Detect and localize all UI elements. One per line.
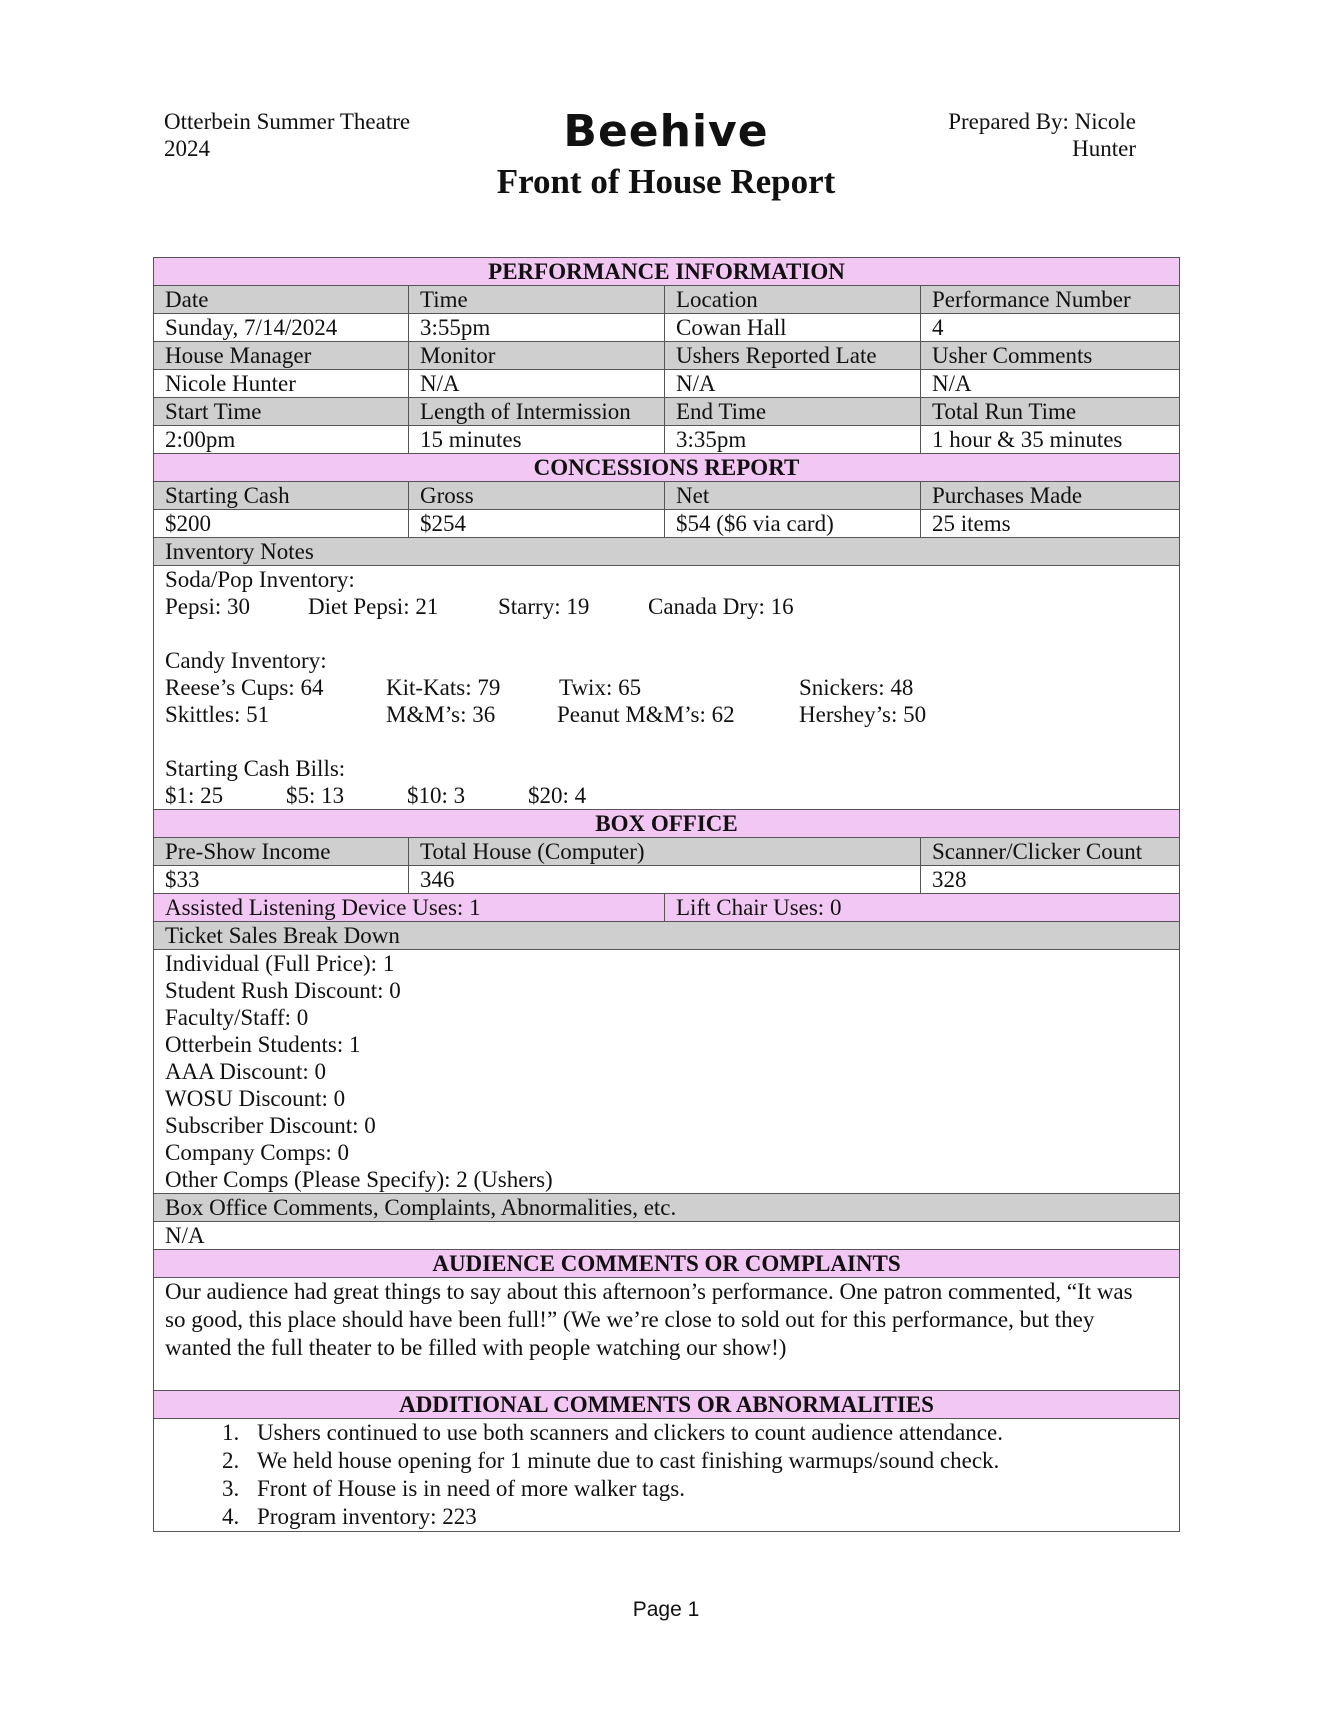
inventory-notes <box>154 566 1180 810</box>
cash-heading: Starting Cash Bills: <box>165 756 346 781</box>
box-office-section-title: BOX OFFICE <box>154 810 1180 838</box>
soda-item: Canada Dry: 16 <box>648 594 794 619</box>
prepared-by-line-1: Prepared By: Nicole <box>948 109 1136 134</box>
ticket-line: Company Comps: 0 <box>165 1140 350 1165</box>
monitor-value: N/A <box>409 370 665 398</box>
date-value: Sunday, 7/14/2024 <box>154 314 409 342</box>
net-value: $54 ($6 via card) <box>665 510 921 538</box>
prepared-by-line-2: Hunter <box>1072 136 1136 161</box>
performance-number-value: 4 <box>921 314 1180 342</box>
purchases-value: 25 items <box>921 510 1180 538</box>
cash-row <box>165 782 1179 809</box>
organization-line-2: 2024 <box>164 136 210 161</box>
candy-item: Snickers: 48 <box>799 675 914 700</box>
total-house-value: 346 <box>409 866 921 894</box>
ticket-line: Individual (Full Price): 1 <box>165 951 395 976</box>
intermission-label: Length of Intermission <box>409 398 665 426</box>
net-label: Net <box>665 482 921 510</box>
audience-section-title: AUDIENCE COMMENTS OR COMPLAINTS <box>154 1250 1180 1278</box>
start-time-value: 2:00pm <box>154 426 409 454</box>
time-label: Time <box>409 286 665 314</box>
box-office-comments-value: N/A <box>154 1222 1180 1250</box>
candy-item: Reese’s Cups: 64 <box>165 675 324 700</box>
cash-item: $1: 25 <box>165 783 224 808</box>
prepared-by <box>876 108 1136 162</box>
ticket-line: Subscriber Discount: 0 <box>165 1113 376 1138</box>
starting-cash-label: Starting Cash <box>154 482 409 510</box>
cash-item: $10: 3 <box>407 783 466 808</box>
pre-show-income-value: $33 <box>154 866 409 894</box>
monitor-label: Monitor <box>409 342 665 370</box>
run-time-value: 1 hour & 35 minutes <box>921 426 1180 454</box>
ticket-breakdown-label: Ticket Sales Break Down <box>154 922 1180 950</box>
soda-item: Starry: 19 <box>498 594 590 619</box>
list-item: 4. Program inventory: 223 <box>245 1503 1179 1531</box>
candy-row <box>165 701 1179 728</box>
performance-number-label: Performance Number <box>921 286 1180 314</box>
house-manager-value: Nicole Hunter <box>154 370 409 398</box>
date-label: Date <box>154 286 409 314</box>
purchases-label: Purchases Made <box>921 482 1180 510</box>
ticket-line: AAA Discount: 0 <box>165 1059 326 1084</box>
page-number: Page 1 <box>632 1598 700 1621</box>
list-item: 1. Ushers continued to use both scanners and clickers to count audience attendance. <box>245 1419 1179 1447</box>
candy-heading: Candy Inventory: <box>165 648 327 673</box>
ticket-line: Faculty/Staff: 0 <box>165 1005 309 1030</box>
ticket-line: WOSU Discount: 0 <box>165 1086 346 1111</box>
end-time-label: End Time <box>665 398 921 426</box>
assisted-listening-uses: Assisted Listening Device Uses: 1 <box>154 894 665 922</box>
ticket-line: Otterbein Students: 1 <box>165 1032 361 1057</box>
report-table <box>153 257 1180 1532</box>
soda-row <box>165 593 1179 620</box>
start-time-label: Start Time <box>154 398 409 426</box>
cash-item: $5: 13 <box>286 783 345 808</box>
scanner-count-label: Scanner/Clicker Count <box>921 838 1180 866</box>
candy-item: M&M’s: 36 <box>386 702 496 727</box>
ticket-line: Other Comps (Please Specify): 2 (Ushers) <box>165 1167 553 1192</box>
report-title: Front of House Report <box>496 162 836 201</box>
list-item: 3. Front of House is in need of more walker tags. <box>245 1475 1179 1503</box>
pre-show-income-label: Pre-Show Income <box>154 838 409 866</box>
soda-heading: Soda/Pop Inventory: <box>165 567 355 592</box>
gross-label: Gross <box>409 482 665 510</box>
end-time-value: 3:35pm <box>665 426 921 454</box>
ticket-breakdown <box>154 950 1180 1194</box>
box-office-comments-label: Box Office Comments, Complaints, Abnormalities, etc. <box>154 1194 1180 1222</box>
additional-comments <box>154 1419 1180 1532</box>
concessions-section-title: CONCESSIONS REPORT <box>154 454 1180 482</box>
scanner-count-value: 328 <box>921 866 1180 894</box>
total-house-label: Total House (Computer) <box>409 838 921 866</box>
additional-list <box>165 1419 1179 1531</box>
ticket-line: Student Rush Discount: 0 <box>165 978 401 1003</box>
candy-item: Hershey’s: 50 <box>799 702 927 727</box>
candy-item: Kit-Kats: 79 <box>386 675 501 700</box>
additional-section-title: ADDITIONAL COMMENTS OR ABNORMALITIES <box>154 1391 1180 1419</box>
inventory-notes-label: Inventory Notes <box>154 538 1180 566</box>
time-value: 3:55pm <box>409 314 665 342</box>
starting-cash-value: $200 <box>154 510 409 538</box>
soda-item: Pepsi: 30 <box>165 594 250 619</box>
run-time-label: Total Run Time <box>921 398 1180 426</box>
candy-item: Peanut M&M’s: 62 <box>557 702 735 727</box>
soda-item: Diet Pepsi: 21 <box>308 594 439 619</box>
lift-chair-uses: Lift Chair Uses: 0 <box>665 894 1180 922</box>
location-label: Location <box>665 286 921 314</box>
organization-line-1: Otterbein Summer Theatre <box>164 109 411 134</box>
candy-row <box>165 674 1179 701</box>
candy-item: Skittles: 51 <box>165 702 270 727</box>
ushers-late-label: Ushers Reported Late <box>665 342 921 370</box>
gross-value: $254 <box>409 510 665 538</box>
intermission-value: 15 minutes <box>409 426 665 454</box>
usher-comments-value: N/A <box>921 370 1180 398</box>
audience-comments: Our audience had great things to say about this afternoon’s performance. One patron commented, “It was so good, this place should have been full!” (We we’re close to sold out for this performance, but they wanted the full theater to be filled with people watching our show!) <box>154 1278 1180 1391</box>
candy-item: Twix: 65 <box>559 675 642 700</box>
show-title: Beehive <box>563 106 769 157</box>
usher-comments-label: Usher Comments <box>921 342 1180 370</box>
cash-item: $20: 4 <box>528 783 587 808</box>
ushers-late-value: N/A <box>665 370 921 398</box>
location-value: Cowan Hall <box>665 314 921 342</box>
list-item: 2. We held house opening for 1 minute due to cast finishing warmups/sound check. <box>245 1447 1179 1475</box>
house-manager-label: House Manager <box>154 342 409 370</box>
performance-section-title: PERFORMANCE INFORMATION <box>154 258 1180 286</box>
